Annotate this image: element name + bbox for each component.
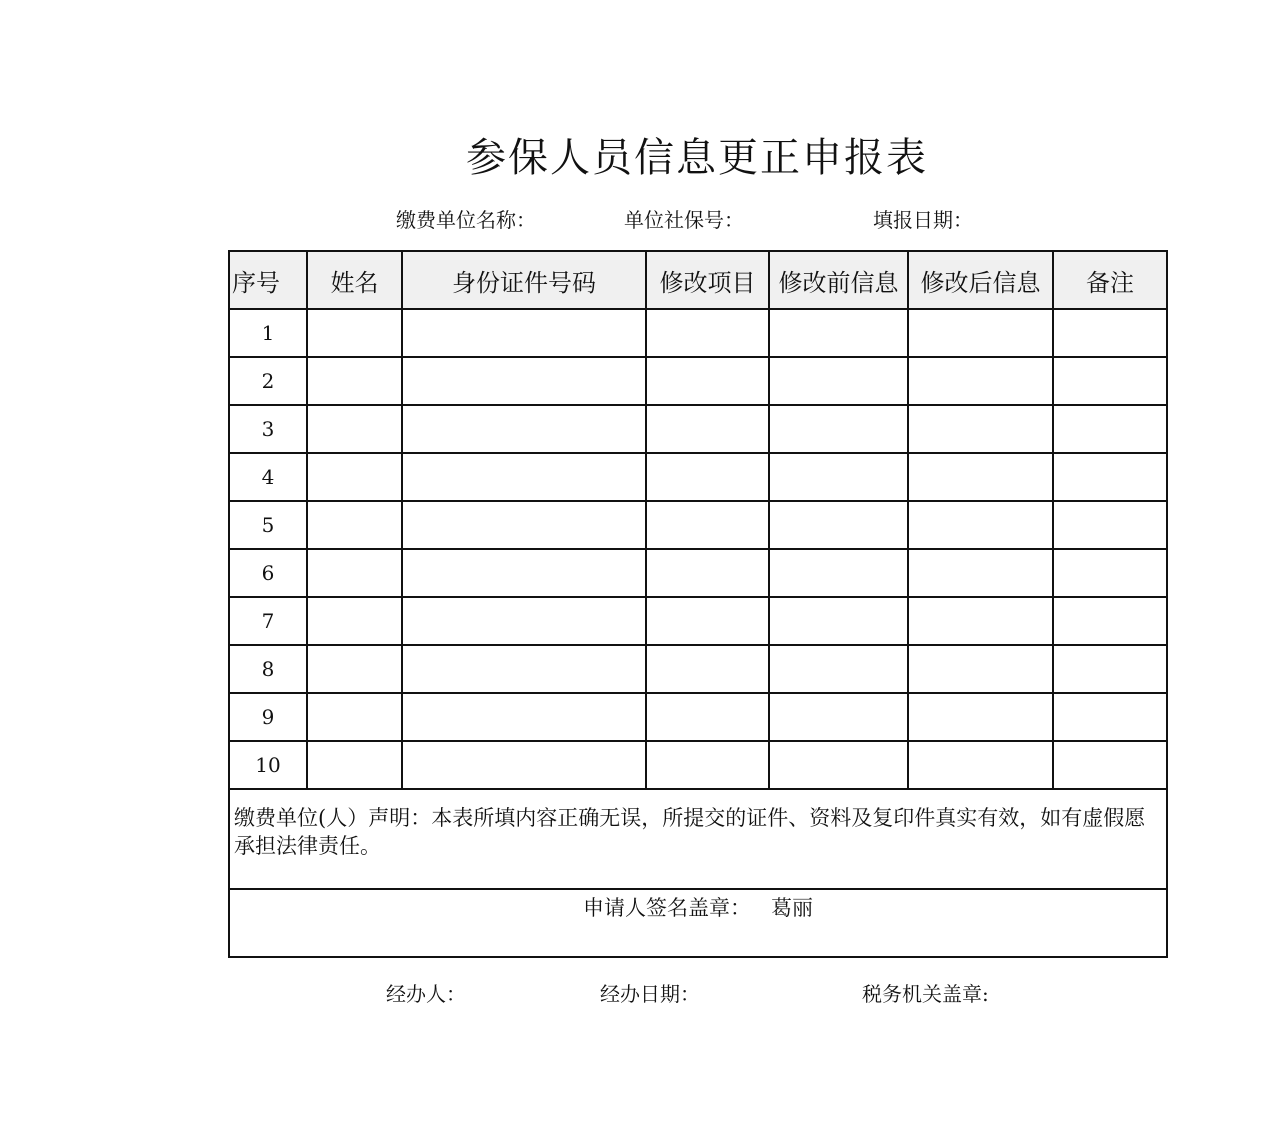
header-row [229,251,1167,309]
before-info-cell[interactable] [769,693,908,741]
col-header-remarks: 备注 [1053,251,1167,309]
name-cell[interactable] [307,357,402,405]
fill-date-label: 填报日期： [873,208,973,232]
row-seq: 4 [229,453,307,501]
id-number-cell[interactable] [402,549,646,597]
col-header-name: 姓名 [307,251,402,309]
name-cell[interactable] [307,645,402,693]
row-seq: 8 [229,645,307,693]
before-info-cell[interactable] [769,405,908,453]
before-info-cell[interactable] [769,453,908,501]
col-header-id-number: 身份证件号码 [402,251,646,309]
declaration-text: 缴费单位(人）声明：本表所填内容正确无误，所提交的证件、资料及复印件真实有效，如有虚假愿承担法律责任。 [229,789,1167,889]
remarks-cell[interactable] [1053,357,1167,405]
after-info-cell[interactable] [908,357,1053,405]
table-row [229,309,1167,357]
modify-item-cell[interactable] [646,549,769,597]
handle-date-label: 经办日期： [600,982,700,1006]
table-row [229,645,1167,693]
after-info-cell[interactable] [908,309,1053,357]
table-row [229,549,1167,597]
table-row [229,453,1167,501]
id-number-cell[interactable] [402,693,646,741]
modify-item-cell[interactable] [646,453,769,501]
id-number-cell[interactable] [402,597,646,645]
name-cell[interactable] [307,405,402,453]
table-row [229,741,1167,789]
table-row [229,357,1167,405]
modify-item-cell[interactable] [646,645,769,693]
col-header-before-info: 修改前信息 [769,251,908,309]
id-number-cell[interactable] [402,357,646,405]
modify-item-cell[interactable] [646,501,769,549]
name-cell[interactable] [307,741,402,789]
before-info-cell[interactable] [769,501,908,549]
after-info-cell[interactable] [908,453,1053,501]
unit-name-label: 缴费单位名称： [396,208,536,232]
remarks-cell[interactable] [1053,741,1167,789]
signature-row [229,889,1167,957]
declaration-row [229,789,1167,889]
id-number-cell[interactable] [402,645,646,693]
before-info-cell[interactable] [769,645,908,693]
id-number-cell[interactable] [402,741,646,789]
unit-social-security-no-label: 单位社保号： [624,208,744,232]
remarks-cell[interactable] [1053,405,1167,453]
before-info-cell[interactable] [769,741,908,789]
after-info-cell[interactable] [908,645,1053,693]
row-seq: 6 [229,549,307,597]
id-number-cell[interactable] [402,309,646,357]
row-seq: 10 [229,741,307,789]
name-cell[interactable] [307,453,402,501]
remarks-cell[interactable] [1053,549,1167,597]
after-info-cell[interactable] [908,501,1053,549]
name-cell[interactable] [307,597,402,645]
row-seq: 5 [229,501,307,549]
after-info-cell[interactable] [908,549,1053,597]
col-header-modify-item: 修改项目 [646,251,769,309]
id-number-cell[interactable] [402,501,646,549]
remarks-cell[interactable] [1053,453,1167,501]
col-header-after-info: 修改后信息 [908,251,1053,309]
before-info-cell[interactable] [769,597,908,645]
name-cell[interactable] [307,309,402,357]
remarks-cell[interactable] [1053,645,1167,693]
remarks-cell[interactable] [1053,309,1167,357]
row-seq: 2 [229,357,307,405]
modify-item-cell[interactable] [646,693,769,741]
remarks-cell[interactable] [1053,693,1167,741]
signature-label: 申请人签名盖章： [583,896,751,920]
modify-item-cell[interactable] [646,741,769,789]
signature-cell[interactable] [229,889,1167,957]
after-info-cell[interactable] [908,693,1053,741]
remarks-cell[interactable] [1053,501,1167,549]
row-seq: 1 [229,309,307,357]
table-row [229,501,1167,549]
table-row [229,693,1167,741]
form-title: 参保人员信息更正申报表 [466,135,928,181]
signature-name: 葛丽 [771,896,813,920]
handler-label: 经办人： [386,982,466,1006]
modify-item-cell[interactable] [646,405,769,453]
remarks-cell[interactable] [1053,597,1167,645]
after-info-cell[interactable] [908,741,1053,789]
col-header-seq: 序号 [229,251,307,309]
before-info-cell[interactable] [769,549,908,597]
row-seq: 3 [229,405,307,453]
modify-item-cell[interactable] [646,309,769,357]
name-cell[interactable] [307,501,402,549]
correction-form-table [228,250,1168,958]
before-info-cell[interactable] [769,309,908,357]
after-info-cell[interactable] [908,405,1053,453]
modify-item-cell[interactable] [646,597,769,645]
id-number-cell[interactable] [402,405,646,453]
id-number-cell[interactable] [402,453,646,501]
name-cell[interactable] [307,693,402,741]
tax-office-seal-label: 税务机关盖章: [862,982,989,1006]
table-row [229,405,1167,453]
row-seq: 7 [229,597,307,645]
name-cell[interactable] [307,549,402,597]
after-info-cell[interactable] [908,597,1053,645]
row-seq: 9 [229,693,307,741]
table-row [229,597,1167,645]
before-info-cell[interactable] [769,357,908,405]
modify-item-cell[interactable] [646,357,769,405]
